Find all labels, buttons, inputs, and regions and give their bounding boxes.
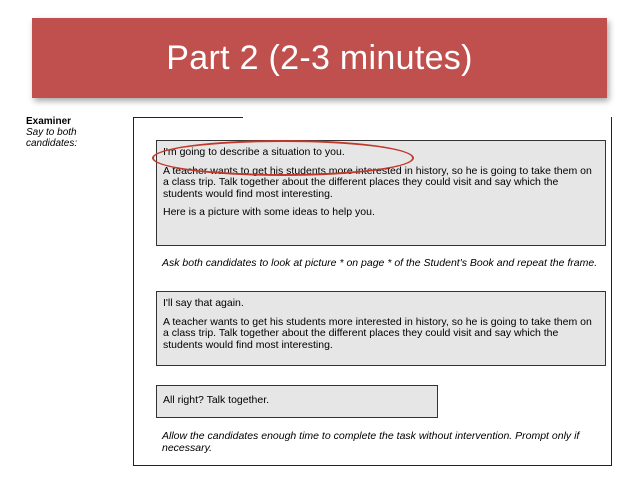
title-banner — [32, 18, 607, 98]
script-box-repeat — [156, 291, 606, 366]
examiner-note: Ask both candidates to look at picture * on page * of the Student's Book and repeat the frame. — [162, 257, 598, 269]
script-line: I'm going to describe a situation to you. — [163, 146, 345, 158]
script-line: A teacher wants to get his students more interested in history, so he is going to take them on a class trip. Talk together about the different places they could visit and say which the students would find most interesting. — [163, 315, 592, 351]
script-line: A teacher wants to get his students more interested in history, so he is going to take them on a class trip. Talk together about the different places they could visit and say which the students would find most interesting. — [163, 164, 592, 200]
slide-title: Part 2 (2-3 minutes) — [166, 38, 473, 77]
examiner-role: Examiner — [26, 116, 72, 127]
script-line: I'll say that again. — [163, 297, 244, 309]
highlight-ellipse — [152, 140, 414, 176]
examiner-label — [26, 116, 126, 149]
examiner-note: Allow the candidates enough time to complete the task without intervention. Prompt only if necessary. — [162, 430, 580, 454]
script-line: All right? Talk together. — [163, 394, 270, 406]
script-line: Here is a picture with some ideas to help you. — [163, 206, 375, 218]
examiner-instruction: Say to both candidates: — [26, 127, 78, 149]
script-box-prompt — [156, 385, 438, 418]
